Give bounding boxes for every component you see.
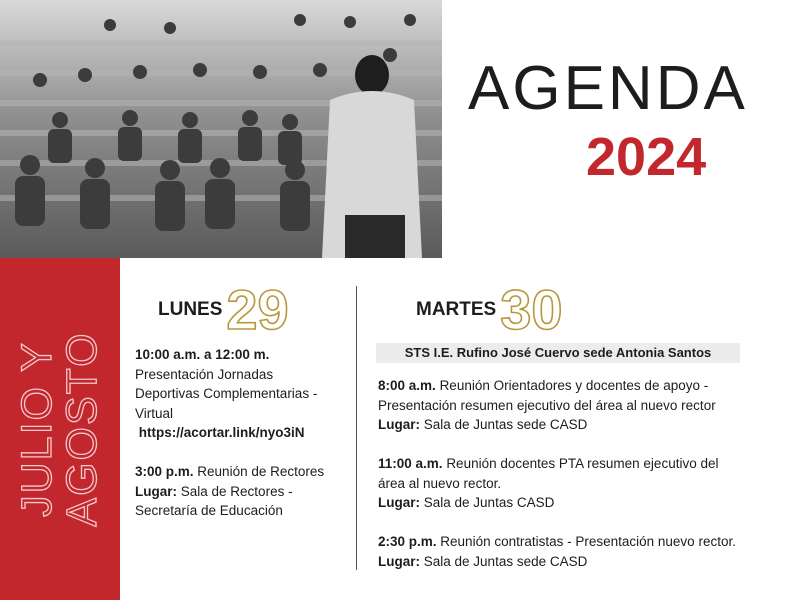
- tuesday-event-3-place: Sala de Juntas sede CASD: [423, 553, 588, 569]
- tuesday-day-name: MARTES: [416, 299, 497, 320]
- tuesday-header: [416, 278, 563, 341]
- tuesday-day-number: 30: [500, 278, 563, 341]
- column-divider: [356, 286, 357, 570]
- month-label-line2: AGOSTO: [58, 331, 106, 527]
- month-label-line1: JULIO Y: [13, 341, 61, 517]
- tuesday-event-2-time: 11:00 a.m.: [378, 456, 443, 471]
- header-photo: [0, 0, 442, 258]
- month-label: [15, 331, 105, 526]
- tuesday-event-2-place-label: Lugar:: [378, 495, 420, 510]
- monday-day-number: 29: [226, 278, 289, 341]
- tuesday-event-3-place-label: Lugar:: [378, 553, 420, 569]
- audience-photo: [0, 0, 442, 258]
- tuesday-event-1-place: Sala de Juntas sede CASD: [423, 417, 588, 432]
- tuesday-event-3: [378, 532, 743, 571]
- monday-header: [158, 278, 289, 341]
- monday-event-1: [135, 345, 335, 443]
- tuesday-event-1-place-label: Lugar:: [378, 417, 420, 432]
- agenda-title: AGENDA: [468, 54, 748, 123]
- tuesday-event-3-description: Reunión contratistas - Presentación nuevo rector.: [440, 534, 736, 549]
- tuesday-event-1-description: Reunión Orientadores y docentes de apoyo - Presentación resumen ejecutivo del área al nuevo rector: [378, 378, 716, 413]
- tuesday-event-2-place: Sala de Juntas CASD: [423, 495, 555, 510]
- tuesday-events: [378, 376, 743, 591]
- tuesday-event-3-time: 2:30 p.m.: [378, 534, 437, 549]
- tuesday-event-2-description: Reunión docentes PTA resumen ejecutivo del área al nuevo rector.: [378, 456, 719, 491]
- monday-event-1-time: 10:00 a.m. a 12:00 m.: [135, 347, 270, 362]
- monday-event-2-description: Reunión de Rectores: [197, 464, 325, 479]
- monday-event-2: [135, 462, 335, 521]
- monday-event-1-link[interactable]: https://acortar.link/nyo3iN: [138, 425, 305, 440]
- tuesday-event-2: [378, 454, 743, 513]
- month-side-band: [0, 258, 120, 600]
- agenda-year: 2024: [586, 127, 707, 187]
- monday-event-1-description: Presentación Jornadas Deportivas Complementarias - Virtual: [135, 366, 318, 421]
- monday-event-2-place-label: Lugar:: [135, 483, 177, 499]
- tuesday-location-banner: STS I.E. Rufino José Cuervo sede Antonia Santos: [376, 343, 740, 363]
- monday-day-name: LUNES: [158, 299, 223, 320]
- monday-events: [135, 345, 335, 540]
- monday-event-2-time: 3:00 p.m.: [135, 464, 194, 479]
- tuesday-event-1: [378, 376, 743, 435]
- tuesday-event-1-time: 8:00 a.m.: [378, 378, 436, 393]
- monday-event-2-place: Sala de Rectores - Secretaría de Educación: [135, 483, 293, 518]
